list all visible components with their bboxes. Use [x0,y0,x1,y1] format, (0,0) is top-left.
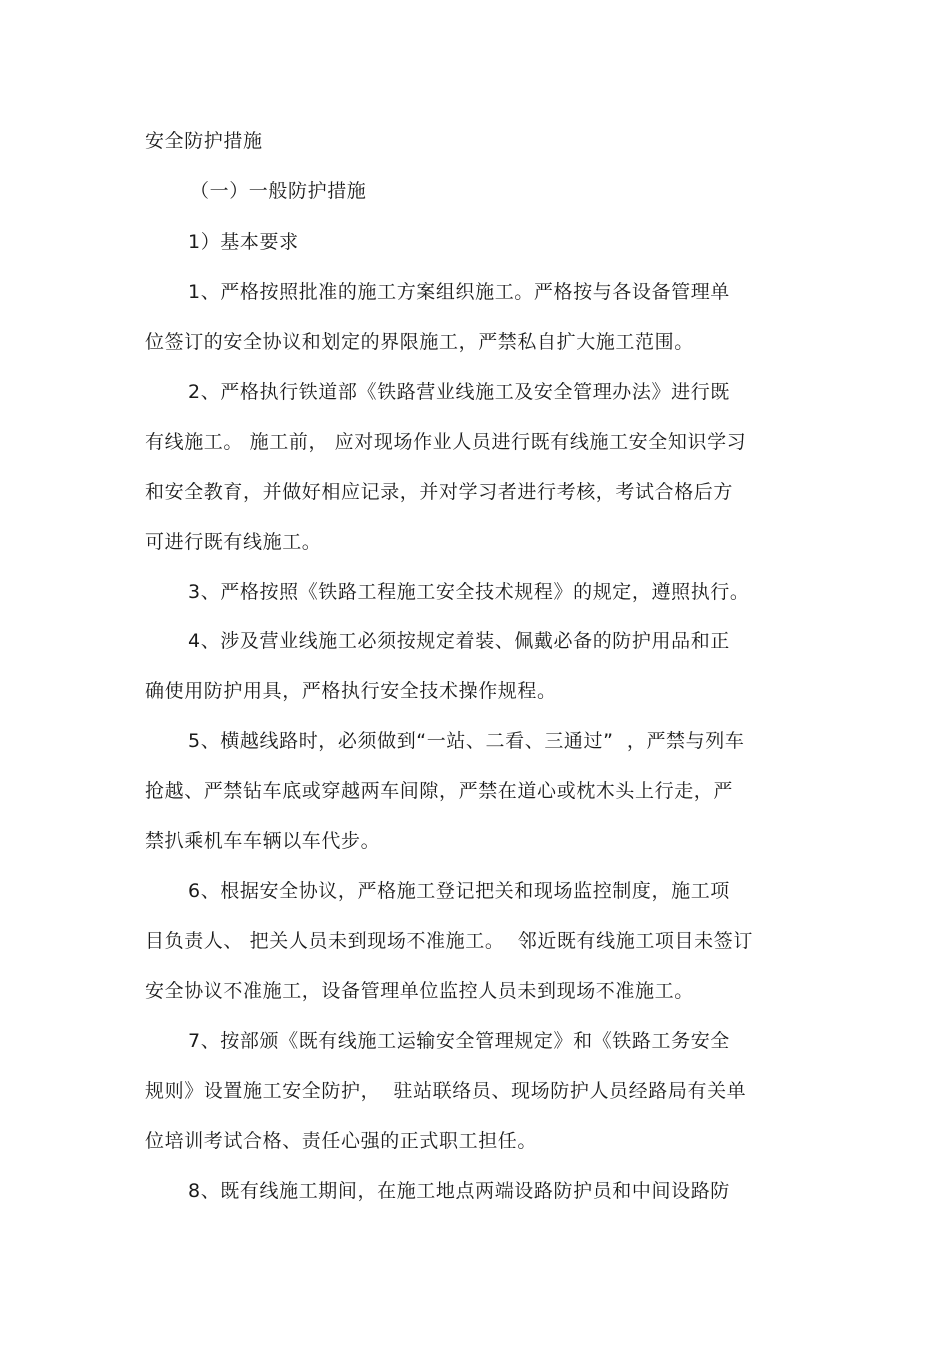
paragraph-line: 确使用防护用具，严格执行安全技术操作规程。 [145,680,557,702]
paragraph-line: 禁扒乘机车车辆以车代步。 [145,830,381,852]
section-heading: （一）一般防护措施 [190,180,367,202]
paragraph-line: 安全协议不准施工，设备管理单位监控人员未到现场不准施工。 [145,980,694,1002]
paragraph-line: 规则》设置施工安全防护， 驻站联络员、现场防护人员经路局有关单 [145,1080,747,1102]
paragraph-line: 位签订的安全协议和划定的界限施工，严禁私自扩大施工范围。 [145,331,694,353]
paragraph-line: 6、根据安全协议，严格施工登记把关和现场监控制度，施工项 [188,880,730,902]
paragraph-line: 1、严格按照批准的施工方案组织施工。严格按与各设备管理单 [188,281,730,303]
subsection-heading: 1）基本要求 [188,231,299,253]
paragraph-line: 2、严格执行铁道部《铁路营业线施工及安全管理办法》进行既 [188,381,730,403]
paragraph-line: 4、涉及营业线施工必须按规定着装、佩戴必备的防护用品和正 [188,630,730,652]
paragraph-line: 7、按部颁《既有线施工运输安全管理规定》和《铁路工务安全 [188,1030,730,1052]
paragraph-line: 和安全教育，并做好相应记录，并对学习者进行考核，考试合格后方 [145,481,734,503]
paragraph-line: 抢越、严禁钻车底或穿越两车间隙，严禁在道心或枕木头上行走，严 [145,780,734,802]
paragraph-line: 3、严格按照《铁路工程施工安全技术规程》的规定，遵照执行。 [188,581,750,603]
paragraph-line: 5、横越线路时，必须做到“一站、二看、三通过” ，严禁与列车 [188,730,745,752]
paragraph-line: 目负责人、 把关人员未到现场不准施工。 邻近既有线施工项目未签订 [145,930,753,952]
paragraph-line: 8、既有线施工期间，在施工地点两端设路防护员和中间设路防 [188,1180,730,1202]
paragraph-line: 可进行既有线施工。 [145,531,322,553]
paragraph-line: 位培训考试合格、责任心强的正式职工担任。 [145,1130,538,1152]
paragraph-line: 有线施工。 施工前， 应对现场作业人员进行既有线施工安全知识学习 [145,431,747,453]
document-title: 安全防护措施 [145,130,263,152]
